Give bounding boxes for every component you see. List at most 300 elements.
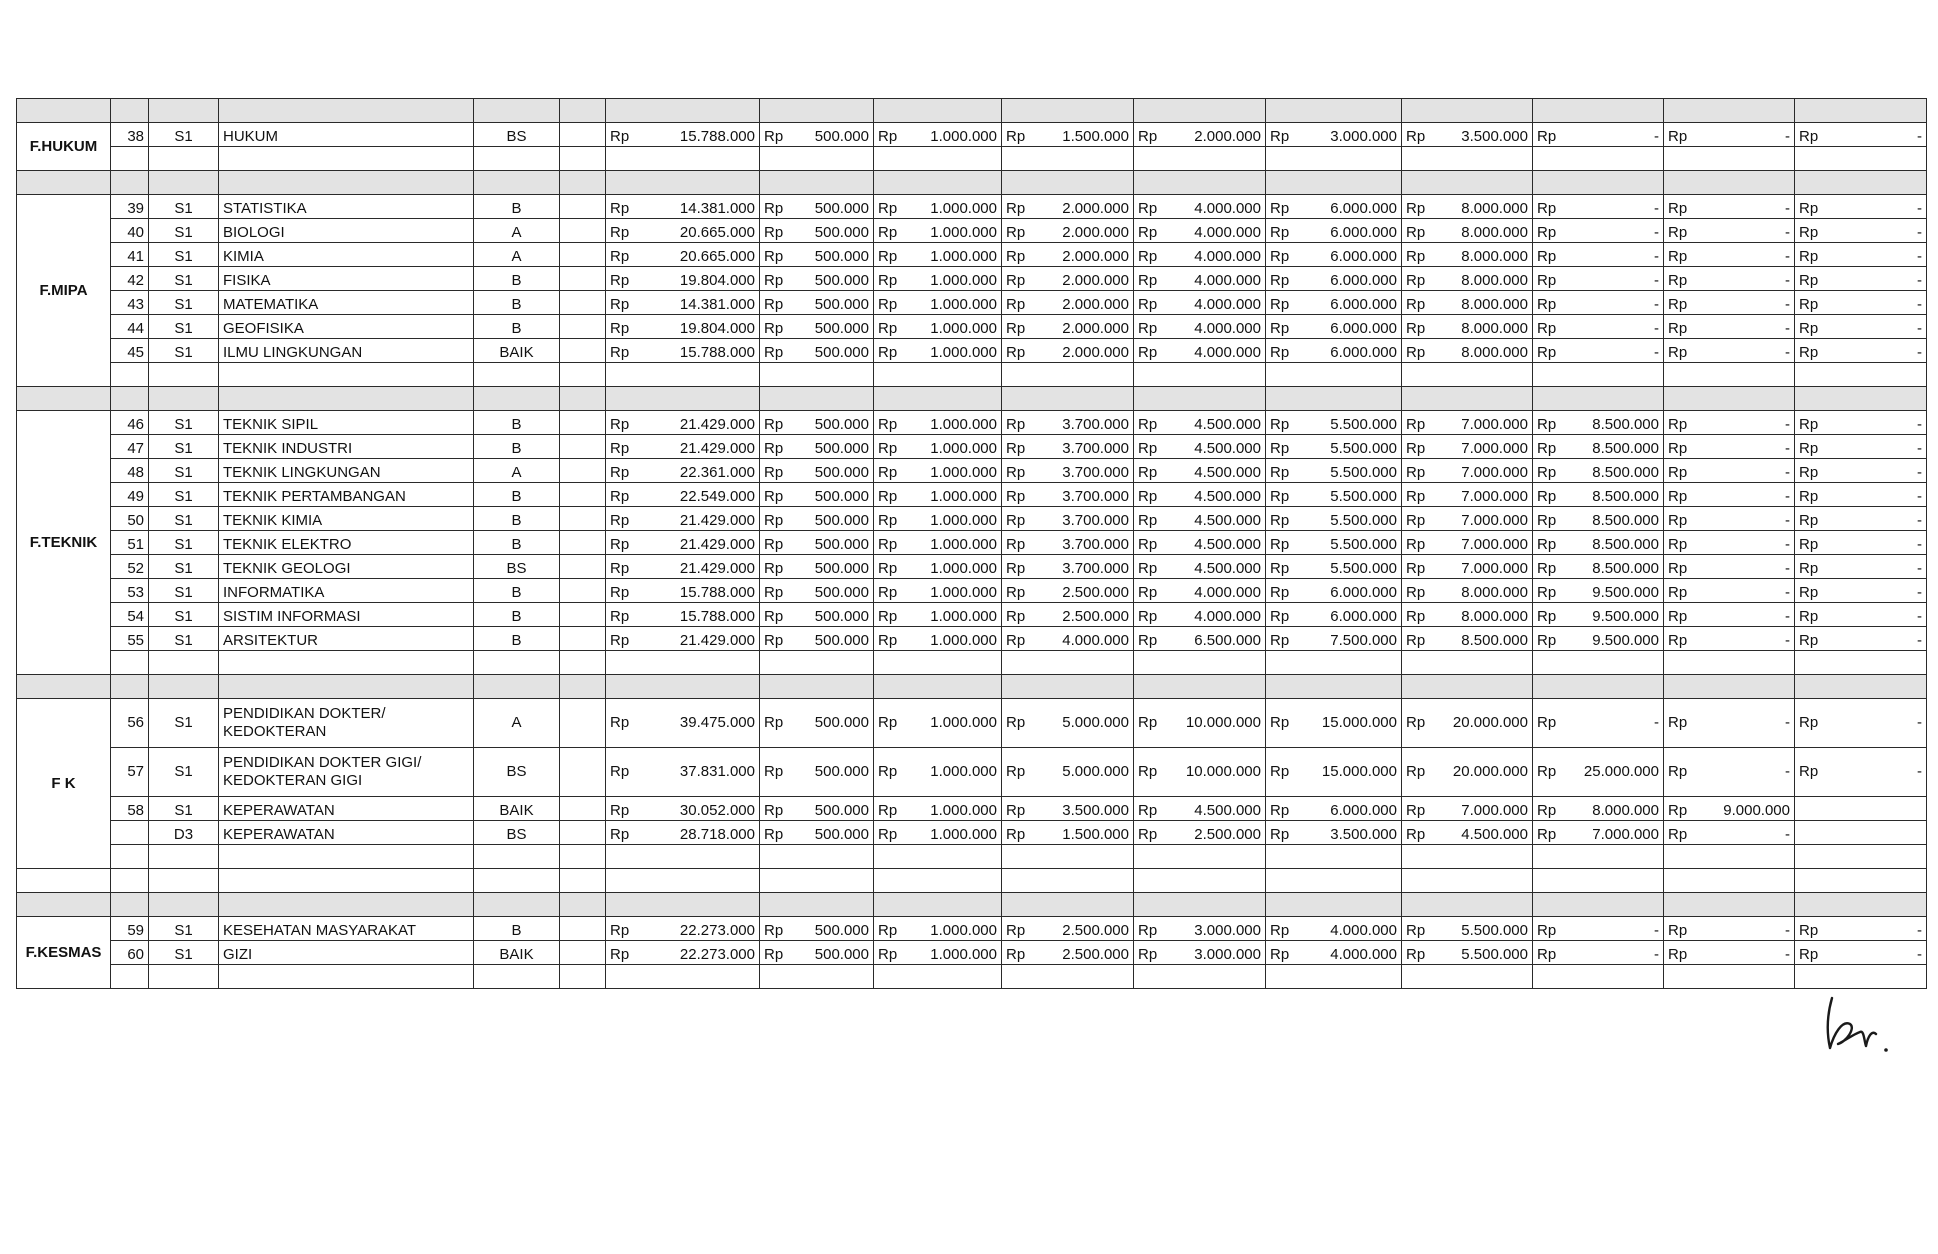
fee-amount: 7.000.000 xyxy=(1461,464,1528,481)
fee-amount: 14.381.000 xyxy=(679,200,755,217)
currency-label: Rp xyxy=(1668,763,1688,780)
fee-cell xyxy=(1134,627,1266,651)
currency-label: Rp xyxy=(1138,560,1158,577)
fee-cell xyxy=(1664,219,1795,243)
empty-cell xyxy=(111,965,149,989)
empty-cell xyxy=(1266,147,1402,171)
fee-cell xyxy=(874,411,1002,435)
currency-label: Rp xyxy=(1270,416,1290,433)
fee-cell xyxy=(1795,339,1927,363)
table-row xyxy=(17,483,1927,507)
fee-cell xyxy=(1795,219,1927,243)
fee-cell xyxy=(760,917,874,941)
currency-label: Rp xyxy=(1006,826,1026,843)
currency-label: Rp xyxy=(1537,608,1557,625)
fee-amount: 8.000.000 xyxy=(1461,272,1528,289)
fee-cell xyxy=(1402,603,1533,627)
currency-label: Rp xyxy=(1668,608,1688,625)
currency-label: Rp xyxy=(1537,320,1557,337)
empty-cell xyxy=(874,965,1002,989)
fee-cell xyxy=(1664,941,1795,965)
fee-cell xyxy=(1533,219,1664,243)
fee-cell xyxy=(1533,435,1664,459)
faculty-label: F.KESMAS xyxy=(17,917,111,989)
empty-cell xyxy=(1664,147,1795,171)
fee-cell xyxy=(1002,531,1134,555)
fee-amount: 500.000 xyxy=(814,416,869,433)
row-number: 47 xyxy=(111,435,149,459)
currency-label: Rp xyxy=(1270,320,1290,337)
fee-cell xyxy=(874,315,1002,339)
currency-label: Rp xyxy=(1138,512,1158,529)
fee-amount: 8.500.000 xyxy=(1592,512,1659,529)
table-row xyxy=(17,339,1927,363)
program-name: KEPERAWATAN xyxy=(219,797,474,821)
fee-amount: 4.000.000 xyxy=(1194,224,1261,241)
table-row xyxy=(17,555,1927,579)
currency-label: Rp xyxy=(610,584,630,601)
empty-cell xyxy=(560,435,606,459)
empty-cell xyxy=(1134,363,1266,387)
fee-cell xyxy=(1533,821,1664,845)
empty-cell xyxy=(1664,893,1795,917)
currency-label: Rp xyxy=(1668,560,1688,577)
empty-cell xyxy=(560,483,606,507)
fee-amount: - xyxy=(1785,763,1790,780)
currency-label: Rp xyxy=(1537,632,1557,649)
fee-amount: 2.500.000 xyxy=(1194,826,1261,843)
empty-cell xyxy=(560,579,606,603)
empty-cell xyxy=(1402,845,1533,869)
empty-cell xyxy=(1402,651,1533,675)
empty-cell xyxy=(760,893,874,917)
currency-label: Rp xyxy=(610,802,630,819)
accreditation: B xyxy=(474,627,560,651)
fee-cell xyxy=(1002,797,1134,821)
fee-amount: - xyxy=(1785,536,1790,553)
empty-cell xyxy=(219,387,474,411)
fee-cell xyxy=(1002,941,1134,965)
accreditation: BAIK xyxy=(474,797,560,821)
fee-cell xyxy=(1266,917,1402,941)
fee-amount: - xyxy=(1785,512,1790,529)
fee-amount: 1.000.000 xyxy=(930,200,997,217)
currency-label: Rp xyxy=(764,608,784,625)
fee-cell xyxy=(1795,411,1927,435)
empty-cell xyxy=(1664,869,1795,893)
fee-cell xyxy=(1002,411,1134,435)
empty-cell xyxy=(606,387,760,411)
empty-cell xyxy=(1664,845,1795,869)
currency-label: Rp xyxy=(764,416,784,433)
fee-amount: 1.500.000 xyxy=(1062,128,1129,145)
currency-label: Rp xyxy=(1799,200,1819,217)
fee-cell xyxy=(760,219,874,243)
empty-cell xyxy=(560,748,606,797)
fee-cell xyxy=(760,941,874,965)
fee-cell xyxy=(1266,195,1402,219)
fee-cell xyxy=(760,411,874,435)
currency-label: Rp xyxy=(1270,536,1290,553)
fee-cell xyxy=(1795,627,1927,651)
empty-cell xyxy=(1795,869,1927,893)
fee-cell xyxy=(606,219,760,243)
empty-cell xyxy=(560,411,606,435)
currency-label: Rp xyxy=(1006,802,1026,819)
fee-cell xyxy=(1002,315,1134,339)
empty-cell xyxy=(474,675,560,699)
fee-cell xyxy=(1533,195,1664,219)
fee-amount: 1.500.000 xyxy=(1062,826,1129,843)
currency-label: Rp xyxy=(1006,488,1026,505)
empty-cell xyxy=(560,99,606,123)
currency-label: Rp xyxy=(1406,584,1426,601)
empty-cell xyxy=(17,675,111,699)
table-row xyxy=(17,219,1927,243)
fee-amount: 6.000.000 xyxy=(1330,224,1397,241)
fee-cell xyxy=(1533,339,1664,363)
currency-label: Rp xyxy=(610,200,630,217)
fee-cell xyxy=(1266,555,1402,579)
fee-amount: 21.429.000 xyxy=(679,416,755,433)
fee-amount: 14.381.000 xyxy=(679,296,755,313)
fee-amount: 6.000.000 xyxy=(1330,584,1397,601)
fee-amount: - xyxy=(1785,320,1790,337)
currency-label: Rp xyxy=(1537,272,1557,289)
fee-cell xyxy=(1795,748,1927,797)
fee-amount: 3.700.000 xyxy=(1062,512,1129,529)
empty-cell xyxy=(1266,675,1402,699)
fee-amount: - xyxy=(1917,320,1922,337)
empty-cell xyxy=(1795,99,1927,123)
fee-cell xyxy=(1266,267,1402,291)
fee-amount: 500.000 xyxy=(814,224,869,241)
fee-cell xyxy=(760,507,874,531)
fee-cell xyxy=(760,243,874,267)
fee-cell xyxy=(760,531,874,555)
fee-cell xyxy=(606,291,760,315)
empty-cell xyxy=(760,965,874,989)
row-number: 45 xyxy=(111,339,149,363)
currency-label: Rp xyxy=(878,128,898,145)
degree-level: S1 xyxy=(149,459,219,483)
fee-cell xyxy=(874,195,1002,219)
fee-cell xyxy=(1266,483,1402,507)
fee-amount: 8.500.000 xyxy=(1592,536,1659,553)
currency-label: Rp xyxy=(878,344,898,361)
fee-amount: 30.052.000 xyxy=(679,802,755,819)
accreditation: A xyxy=(474,219,560,243)
empty-cell xyxy=(760,387,874,411)
fee-cell xyxy=(1134,435,1266,459)
currency-label: Rp xyxy=(1799,272,1819,289)
accreditation: A xyxy=(474,243,560,267)
currency-label: Rp xyxy=(878,608,898,625)
accreditation: B xyxy=(474,435,560,459)
fee-amount: 2.500.000 xyxy=(1062,608,1129,625)
fee-cell xyxy=(1533,797,1664,821)
fee-amount: 15.788.000 xyxy=(679,344,755,361)
fee-amount: 21.429.000 xyxy=(679,632,755,649)
fee-amount: 2.000.000 xyxy=(1062,248,1129,265)
currency-label: Rp xyxy=(1668,224,1688,241)
empty-cell xyxy=(1664,387,1795,411)
empty-cell xyxy=(219,147,474,171)
fee-amount: 20.000.000 xyxy=(1452,763,1528,780)
empty-cell xyxy=(111,893,149,917)
currency-label: Rp xyxy=(878,320,898,337)
empty-cell xyxy=(760,651,874,675)
empty-cell xyxy=(606,171,760,195)
row-number: 51 xyxy=(111,531,149,555)
fee-amount: 5.500.000 xyxy=(1330,512,1397,529)
fee-cell xyxy=(1134,531,1266,555)
currency-label: Rp xyxy=(764,536,784,553)
currency-label: Rp xyxy=(878,802,898,819)
fee-amount: 8.500.000 xyxy=(1592,416,1659,433)
fee-cell xyxy=(1266,123,1402,147)
currency-label: Rp xyxy=(878,922,898,939)
currency-label: Rp xyxy=(878,272,898,289)
empty-cell xyxy=(219,845,474,869)
currency-label: Rp xyxy=(878,946,898,963)
empty-cell xyxy=(606,675,760,699)
fee-cell xyxy=(606,123,760,147)
currency-label: Rp xyxy=(1668,922,1688,939)
fee-amount: 1.000.000 xyxy=(930,272,997,289)
table-row xyxy=(17,243,1927,267)
fee-amount: 500.000 xyxy=(814,512,869,529)
fee-cell xyxy=(874,555,1002,579)
fee-cell xyxy=(1002,699,1134,748)
fee-amount: 7.000.000 xyxy=(1461,560,1528,577)
degree-level: S1 xyxy=(149,748,219,797)
degree-level: S1 xyxy=(149,797,219,821)
row-number: 38 xyxy=(111,123,149,147)
currency-label: Rp xyxy=(1799,922,1819,939)
fee-amount: 4.500.000 xyxy=(1194,512,1261,529)
degree-level: S1 xyxy=(149,243,219,267)
fee-cell xyxy=(1134,941,1266,965)
fee-cell xyxy=(760,435,874,459)
currency-label: Rp xyxy=(1270,512,1290,529)
fee-amount: 6.000.000 xyxy=(1330,200,1397,217)
fee-amount: 500.000 xyxy=(814,320,869,337)
table-row xyxy=(17,579,1927,603)
fee-amount: 1.000.000 xyxy=(930,536,997,553)
empty-cell xyxy=(149,387,219,411)
empty-cell xyxy=(560,267,606,291)
fee-amount: - xyxy=(1785,128,1790,145)
fee-cell xyxy=(606,603,760,627)
signature-mark xyxy=(1820,990,1892,1060)
currency-label: Rp xyxy=(1406,802,1426,819)
currency-label: Rp xyxy=(1799,488,1819,505)
program-name: TEKNIK GEOLOGI xyxy=(219,555,474,579)
currency-label: Rp xyxy=(764,632,784,649)
fee-amount: 8.500.000 xyxy=(1592,560,1659,577)
currency-label: Rp xyxy=(1270,488,1290,505)
empty-cell xyxy=(1134,965,1266,989)
fee-amount: 2.500.000 xyxy=(1062,922,1129,939)
accreditation: B xyxy=(474,579,560,603)
accreditation: BAIK xyxy=(474,339,560,363)
fee-amount: 500.000 xyxy=(814,464,869,481)
fee-cell xyxy=(1402,699,1533,748)
currency-label: Rp xyxy=(1537,224,1557,241)
fee-cell xyxy=(1002,603,1134,627)
empty-cell xyxy=(560,917,606,941)
fee-amount: 22.273.000 xyxy=(679,922,755,939)
fee-amount: 8.000.000 xyxy=(1461,344,1528,361)
fee-amount: 6.000.000 xyxy=(1330,344,1397,361)
empty-cell xyxy=(1134,171,1266,195)
empty-cell xyxy=(606,147,760,171)
fee-amount: 2.000.000 xyxy=(1062,200,1129,217)
empty-cell xyxy=(149,363,219,387)
currency-label: Rp xyxy=(1270,763,1290,780)
currency-label: Rp xyxy=(1270,922,1290,939)
fee-cell xyxy=(874,699,1002,748)
currency-label: Rp xyxy=(1138,128,1158,145)
fee-cell xyxy=(1402,459,1533,483)
fee-amount: 500.000 xyxy=(814,802,869,819)
row-number: 44 xyxy=(111,315,149,339)
fee-cell xyxy=(1002,555,1134,579)
fee-cell xyxy=(1002,291,1134,315)
currency-label: Rp xyxy=(1270,826,1290,843)
fee-amount: 4.000.000 xyxy=(1194,200,1261,217)
currency-label: Rp xyxy=(1537,802,1557,819)
row-number: 48 xyxy=(111,459,149,483)
separator-row xyxy=(17,387,1927,411)
empty-cell xyxy=(560,941,606,965)
fee-cell xyxy=(1402,917,1533,941)
fee-amount: 3.000.000 xyxy=(1194,922,1261,939)
program-name: KIMIA xyxy=(219,243,474,267)
fee-amount: 7.000.000 xyxy=(1461,802,1528,819)
fee-amount: - xyxy=(1785,464,1790,481)
fee-amount: 3.000.000 xyxy=(1330,128,1397,145)
empty-cell xyxy=(606,965,760,989)
currency-label: Rp xyxy=(878,200,898,217)
fee-cell xyxy=(874,339,1002,363)
currency-label: Rp xyxy=(1799,128,1819,145)
empty-cell xyxy=(1002,845,1134,869)
fee-amount: 8.000.000 xyxy=(1461,320,1528,337)
fee-amount: 500.000 xyxy=(814,248,869,265)
table-row xyxy=(17,627,1927,651)
currency-label: Rp xyxy=(764,320,784,337)
empty-cell xyxy=(1266,965,1402,989)
degree-level: S1 xyxy=(149,917,219,941)
currency-label: Rp xyxy=(1138,320,1158,337)
fee-amount: - xyxy=(1785,416,1790,433)
degree-level: S1 xyxy=(149,555,219,579)
empty-cell xyxy=(1795,893,1927,917)
fee-amount: 4.500.000 xyxy=(1194,464,1261,481)
fee-amount: - xyxy=(1654,128,1659,145)
empty-cell xyxy=(1664,171,1795,195)
fee-cell xyxy=(1795,699,1927,748)
currency-label: Rp xyxy=(1668,440,1688,457)
currency-label: Rp xyxy=(1537,128,1557,145)
fee-amount: 1.000.000 xyxy=(930,802,997,819)
empty-cell xyxy=(560,243,606,267)
fee-cell xyxy=(1795,459,1927,483)
fee-amount: 25.000.000 xyxy=(1583,763,1659,780)
separator-row xyxy=(17,893,1927,917)
fee-cell xyxy=(1795,195,1927,219)
currency-label: Rp xyxy=(1270,464,1290,481)
fee-amount: - xyxy=(1917,922,1922,939)
program-name: TEKNIK ELEKTRO xyxy=(219,531,474,555)
fee-amount: 1.000.000 xyxy=(930,344,997,361)
fee-cell xyxy=(874,123,1002,147)
fee-amount: 5.500.000 xyxy=(1330,560,1397,577)
empty-cell xyxy=(1533,965,1664,989)
fee-cell xyxy=(1402,941,1533,965)
currency-label: Rp xyxy=(878,512,898,529)
fee-amount: 500.000 xyxy=(814,763,869,780)
empty-cell xyxy=(17,869,111,893)
fee-amount: - xyxy=(1654,946,1659,963)
empty-cell xyxy=(560,459,606,483)
currency-label: Rp xyxy=(1270,802,1290,819)
empty-cell xyxy=(17,171,111,195)
table-row xyxy=(17,123,1927,147)
fee-amount: - xyxy=(1917,763,1922,780)
empty-cell xyxy=(219,651,474,675)
empty-cell xyxy=(1795,147,1927,171)
fee-amount: 1.000.000 xyxy=(930,296,997,313)
currency-label: Rp xyxy=(610,560,630,577)
fee-amount: 8.500.000 xyxy=(1592,488,1659,505)
fee-amount: - xyxy=(1785,632,1790,649)
currency-label: Rp xyxy=(1537,714,1557,731)
fee-amount: - xyxy=(1917,714,1922,731)
fee-amount: 500.000 xyxy=(814,440,869,457)
fee-amount: - xyxy=(1785,584,1790,601)
fee-cell xyxy=(1664,627,1795,651)
currency-label: Rp xyxy=(610,488,630,505)
accreditation: B xyxy=(474,507,560,531)
fee-cell xyxy=(1533,459,1664,483)
fee-amount: - xyxy=(1917,224,1922,241)
empty-cell xyxy=(560,171,606,195)
currency-label: Rp xyxy=(1270,608,1290,625)
empty-cell xyxy=(1402,869,1533,893)
fee-amount: 8.500.000 xyxy=(1461,632,1528,649)
fee-cell xyxy=(760,267,874,291)
empty-cell xyxy=(606,651,760,675)
fee-amount: - xyxy=(1917,296,1922,313)
empty-cell xyxy=(560,965,606,989)
fee-amount: 8.500.000 xyxy=(1592,440,1659,457)
fee-cell xyxy=(1795,917,1927,941)
currency-label: Rp xyxy=(1270,946,1290,963)
accreditation: BS xyxy=(474,821,560,845)
currency-label: Rp xyxy=(1537,248,1557,265)
fee-cell xyxy=(1266,821,1402,845)
currency-label: Rp xyxy=(1668,128,1688,145)
currency-label: Rp xyxy=(1799,224,1819,241)
currency-label: Rp xyxy=(1270,224,1290,241)
empty-cell xyxy=(111,869,149,893)
fee-cell xyxy=(1533,699,1664,748)
fee-amount: 8.500.000 xyxy=(1592,464,1659,481)
currency-label: Rp xyxy=(1138,826,1158,843)
